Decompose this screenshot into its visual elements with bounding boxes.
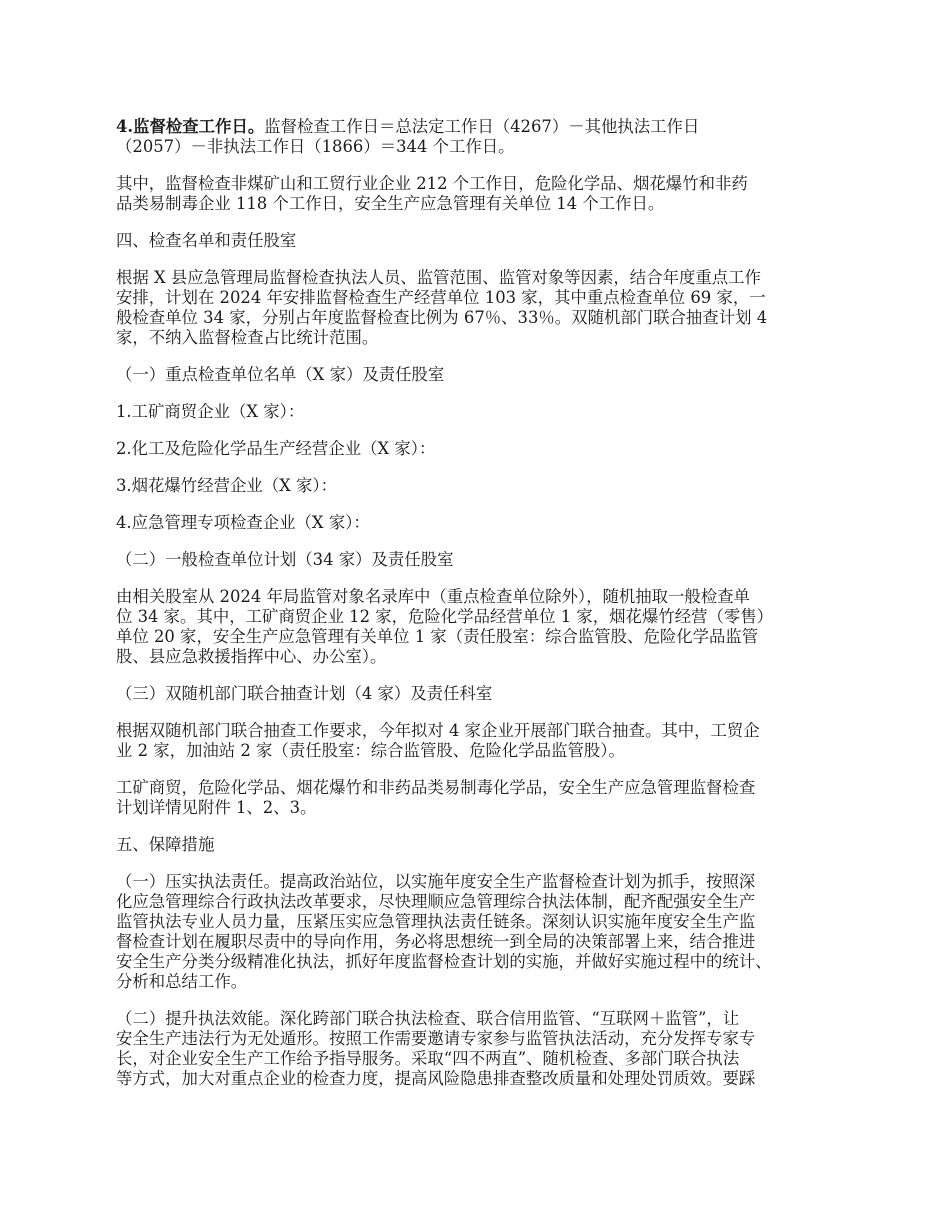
line-text: 股、县应急救援指挥中心、办公室）。 xyxy=(116,647,387,666)
line-text: 般检查单位 34 家，分别占年度监督检查比例为 67％、33％。双随机部门联合抽查计划 4 xyxy=(116,308,768,327)
line-text: 位 34 家。其中，工矿商贸企业 12 家，危险化学品经营单位 1 家，烟花爆竹经营（零售） xyxy=(116,607,774,626)
line-text: 2.化工及危险化学品生产经营企业（X 家）： xyxy=(116,439,436,458)
text-line xyxy=(116,627,846,647)
text-line xyxy=(116,835,846,855)
line-text: （一）重点检查单位名单（X 家）及责任股室 xyxy=(116,365,445,384)
text-line xyxy=(116,117,846,137)
line-text: 家，不纳入监督检查占比统计范围。 xyxy=(116,328,379,347)
text-line xyxy=(116,721,846,741)
line-text: 计划详情见附件 1、2、3。 xyxy=(116,798,317,817)
paragraph xyxy=(116,778,846,818)
line-text: 4.应急管理专项检查企业（X 家）： xyxy=(116,513,370,532)
line-text: 安全生产分类分级精准化执法，抓好年度监督检查计划的实施，并做好实施过程中的统计、 xyxy=(116,952,772,971)
document-body xyxy=(116,117,846,1106)
text-line xyxy=(116,194,846,214)
text-line xyxy=(116,607,846,627)
line-text: 等方式，加大对重点企业的检查力度，提高风险隐患排查整改质量和处理处罚质效。要踩 xyxy=(116,1069,756,1088)
text-line xyxy=(116,872,846,892)
line-text: 3.烟花爆竹经营企业（X 家）： xyxy=(116,476,338,495)
text-line xyxy=(116,231,846,251)
text-line xyxy=(116,684,846,704)
line-text: 根据 X 县应急管理局监督检查执法人员、监管范围、监管对象等因素，结合年度重点工作 xyxy=(116,268,761,287)
line-text: 根据双随机部门联合抽查工作要求，今年拟对 4 家企业开展部门联合抽查。其中，工贸企 xyxy=(116,721,760,740)
text-line xyxy=(116,174,846,194)
text-line xyxy=(116,328,846,348)
line-text: 业 2 家，加油站 2 家（责任股室：综合监管股、危险化学品监管股）。 xyxy=(116,741,625,760)
line-text: 四、检查名单和责任股室 xyxy=(116,231,297,250)
paragraph xyxy=(116,684,846,704)
text-line xyxy=(116,1029,846,1049)
line-text: 由相关股室从 2024 年局监管对象名录库中（重点检查单位除外），随机抽取一般检查单 xyxy=(116,587,750,606)
text-line xyxy=(116,1069,846,1089)
text-line xyxy=(116,288,846,308)
text-line xyxy=(116,912,846,932)
line-text: （三）双随机部门联合抽查计划（4 家）及责任科室 xyxy=(116,684,493,703)
line-text: 监督检查工作日＝总法定工作日（4267）－其他执法工作日 xyxy=(264,117,700,136)
paragraph xyxy=(116,721,846,761)
paragraph xyxy=(116,231,846,251)
line-text: 工矿商贸，危险化学品、烟花爆竹和非药品类易制毒化学品，安全生产应急管理监督检查 xyxy=(116,778,756,797)
text-line xyxy=(116,1009,846,1029)
line-text: 五、保障措施 xyxy=(116,835,215,854)
text-line xyxy=(116,741,846,761)
text-line xyxy=(116,268,846,288)
line-text: （一）压实执法责任。提高政治站位，以实施年度安全生产监督检查计划为抓手，按照深 xyxy=(116,872,756,891)
line-text: （二）提升执法效能。深化跨部门联合执法检查、联合信用监管、“互联网＋监管”，让 xyxy=(116,1009,740,1028)
text-line xyxy=(116,513,846,533)
text-line xyxy=(116,308,846,328)
paragraph xyxy=(116,268,846,348)
paragraph xyxy=(116,117,846,157)
line-text: 其中，监督检查非煤矿山和工贸行业企业 212 个工作日，危险化学品、烟花爆竹和非药 xyxy=(116,174,748,193)
text-line xyxy=(116,932,846,952)
line-text: 督检查计划在履职尽责中的导向作用，务必将思想统一到全局的决策部署上来，结合推进 xyxy=(116,932,756,951)
line-text: 安排，计划在 2024 年安排监督检查生产经营单位 103 家，其中重点检查单位 69 家，一 xyxy=(116,288,766,307)
line-text: 化应急管理综合行政执法改革要求，尽快理顺应急管理综合执法体制，配齐配强安全生产 xyxy=(116,892,756,911)
text-line xyxy=(116,952,846,972)
text-line xyxy=(116,439,846,459)
line-text: 分析和总结工作。 xyxy=(116,972,248,991)
paragraph xyxy=(116,476,846,496)
paragraph xyxy=(116,402,846,422)
paragraph xyxy=(116,1009,846,1089)
line-text: （二）一般检查单位计划（34 家）及责任股室 xyxy=(116,550,454,569)
text-line xyxy=(116,972,846,992)
line-text: 监管执法专业人员力量，压紧压实应急管理执法责任链条。深刻认识实施年度安全生产监 xyxy=(116,912,756,931)
text-line xyxy=(116,402,846,422)
paragraph xyxy=(116,174,846,214)
text-line xyxy=(116,892,846,912)
paragraph xyxy=(116,872,846,992)
line-text: 长，对企业安全生产工作给予指导服务。采取“四不两直”、随机检查、多部门联合执法 xyxy=(116,1049,740,1068)
bold-heading: 4.监督检查工作日。 xyxy=(116,117,265,136)
line-text: 1.工矿商贸企业（X 家）： xyxy=(116,402,305,421)
text-line xyxy=(116,647,846,667)
text-line xyxy=(116,587,846,607)
text-line xyxy=(116,137,846,157)
line-text: 单位 20 家，安全生产应急管理有关单位 1 家（责任股室：综合监管股、危险化学品监管 xyxy=(116,627,759,646)
paragraph xyxy=(116,513,846,533)
paragraph xyxy=(116,365,846,385)
text-line xyxy=(116,476,846,496)
text-line xyxy=(116,550,846,570)
text-line xyxy=(116,365,846,385)
text-line xyxy=(116,1049,846,1069)
line-text: 安全生产违法行为无处遁形。按照工作需要邀请专家参与监管执法活动，充分发挥专家专 xyxy=(116,1029,756,1048)
paragraph xyxy=(116,439,846,459)
line-text: 品类易制毒企业 118 个工作日，安全生产应急管理有关单位 14 个工作日。 xyxy=(116,194,665,213)
line-text: （2057）－非执法工作日（1866）＝344 个工作日。 xyxy=(116,137,515,156)
paragraph xyxy=(116,587,846,667)
paragraph xyxy=(116,835,846,855)
paragraph xyxy=(116,550,846,570)
text-line xyxy=(116,778,846,798)
text-line xyxy=(116,798,846,818)
